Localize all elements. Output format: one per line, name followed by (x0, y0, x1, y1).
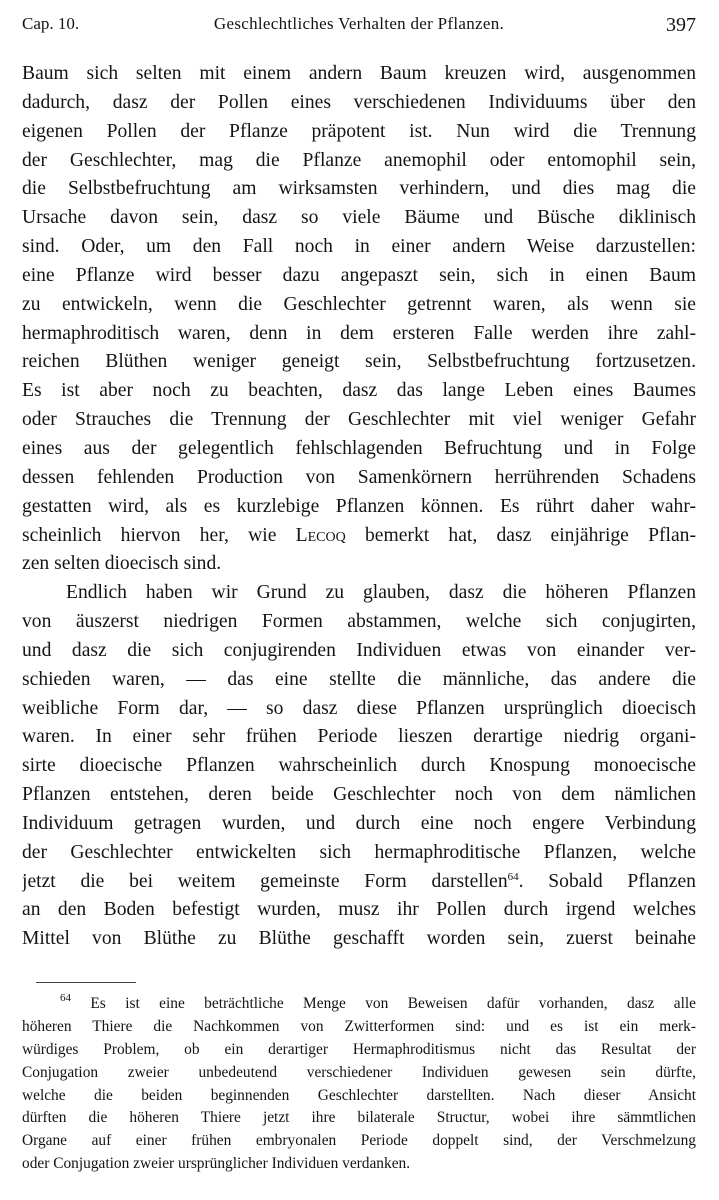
running-title: Geschlechtliches Verhalten der Pflanzen. (213, 14, 505, 33)
body-text (22, 60, 696, 954)
footnote (22, 993, 696, 1176)
text-line: dessen fehlenden Production von Samenkörnern herrührenden Schadens (22, 466, 696, 488)
text-line: schieden waren, — das eine stellte die männliche, das andere die (22, 668, 696, 690)
footnote-line (22, 993, 696, 1016)
footnote-line: Organe auf einer frühen embryonalen Periode doppelt sind, der Verschmelzung (22, 1132, 696, 1150)
footnote-marker: 64 (60, 993, 71, 1004)
text-line: weibliche Form dar, — so dasz diese Pflanzen ursprünglich dioecisch (22, 697, 696, 719)
text-fragment: jetzt die bei weitem gemeinste Form darstellen (22, 870, 508, 892)
author-name: Lecoq (295, 524, 346, 546)
text-line: die Selbstbefruchtung am wirksamsten verhindern, und dies mag die (22, 178, 696, 200)
text-line: Baum sich selten mit einem andern Baum kreuzen wird, ausgenommen (22, 63, 696, 84)
text-line: Individuum getragen wurden, und durch eine noch engere Verbindung (22, 812, 696, 834)
text-line: der Geschlechter entwickelten sich hermaphroditische Pflanzen, welche (22, 841, 696, 863)
text-fragment: . Sobald Pflanzen (518, 870, 696, 892)
text-fragment: scheinlich hiervon her, wie (22, 524, 296, 546)
text-line: sind. Oder, um den Fall noch in einer andern Weise darzustellen: (22, 236, 696, 258)
footnote-line: welche die beiden beginnenden Geschlechter darstellten. Nach dieser Ansicht (22, 1086, 696, 1104)
text-line: der Geschlechter, mag die Pflanze anemophil oder entomophil sein, (22, 149, 696, 171)
text-line: sirte dioecische Pflanzen wahrscheinlich durch Knospung monoecische (22, 755, 696, 777)
text-line: zu entwickeln, wenn die Geschlechter getrennt waren, als wenn sie (22, 293, 696, 315)
text-line: von äuszerst niedrigen Formen abstammen, welche sich conjugirten, (22, 611, 696, 633)
footnote-reference: 64 (507, 870, 519, 883)
footnote-line: Conjugation zweier unbedeutend verschiedener Individuen gewesen sein dürfte, (22, 1063, 696, 1081)
text-line: oder Strauches die Trennung der Geschlechter mit viel weniger Gefahr (22, 409, 696, 431)
text-line: zen selten dioecisch sind. (22, 553, 222, 575)
footnote-divider (36, 982, 136, 983)
running-header (22, 14, 696, 40)
text-line: an den Boden befestigt wurden, musz ihr Pollen durch irgend welches (22, 899, 696, 921)
text-line: Ursache davon sein, dasz so viele Bäume und Büsche diklinisch (22, 207, 696, 229)
text-line: und dasz die sich conjugirenden Individuen etwas von einander ver- (22, 639, 696, 661)
text-line: waren. In einer sehr frühen Periode lieszen derartige niedrig organi- (22, 726, 696, 748)
footnote-line: dürften die höheren Thiere jetzt ihre bilaterale Structur, wobei ihre sämmtlichen (22, 1109, 696, 1127)
footnote-line: höheren Thiere die Nachkommen von Zwitterformen sind: und es ist ein merk- (22, 1017, 696, 1035)
text-fragment: bemerkt hat, dasz einjährige Pflan- (345, 524, 696, 546)
text-fragment: Es ist eine beträchtliche Menge von Beweisen dafür vorhanden, dasz alle (90, 995, 696, 1012)
text-line: reichen Blüthen weniger geneigt sein, Selbstbefruchtung fortzusetzen. (22, 351, 696, 373)
text-line: eines aus der gelegentlich fehlschlagenden Befruchtung und in Folge (22, 437, 696, 459)
text-line: eine Pflanze wird besser dazu angepaszt sein, sich in einen Baum (22, 264, 696, 286)
text-line: Pflanzen entstehen, deren beide Geschlechter noch von dem nämlichen (22, 784, 696, 806)
text-line (22, 522, 696, 551)
footnote-line: oder Conjugation zweier ursprünglicher Individuen verdanken. (22, 1155, 411, 1173)
text-line: Es ist aber noch zu beachten, dasz das lange Leben eines Baumes (22, 380, 696, 402)
text-line (22, 868, 696, 897)
text-line: gestatten wird, als es kurzlebige Pflanzen können. Es rührt daher wahr- (22, 495, 696, 517)
text-line: hermaphroditisch waren, denn in dem ersteren Falle werden ihre zahl- (22, 322, 696, 344)
page-number: 397 (666, 14, 696, 36)
text-line: Endlich haben wir Grund zu glauben, dasz die höheren Pflanzen (66, 582, 696, 604)
footnote-line: würdiges Problem, ob ein derartiger Hermaphroditismus nicht das Resultat der (22, 1040, 696, 1058)
chapter-label: Cap. 10. (22, 14, 80, 33)
text-line: dadurch, dasz der Pollen eines verschiedenen Individuums über den (22, 91, 696, 113)
text-line: Mittel von Blüthe zu Blüthe geschafft worden sein, zuerst beinahe (22, 928, 696, 950)
text-line: eigenen Pollen der Pflanze präpotent ist. Nun wird die Trennung (22, 120, 696, 142)
